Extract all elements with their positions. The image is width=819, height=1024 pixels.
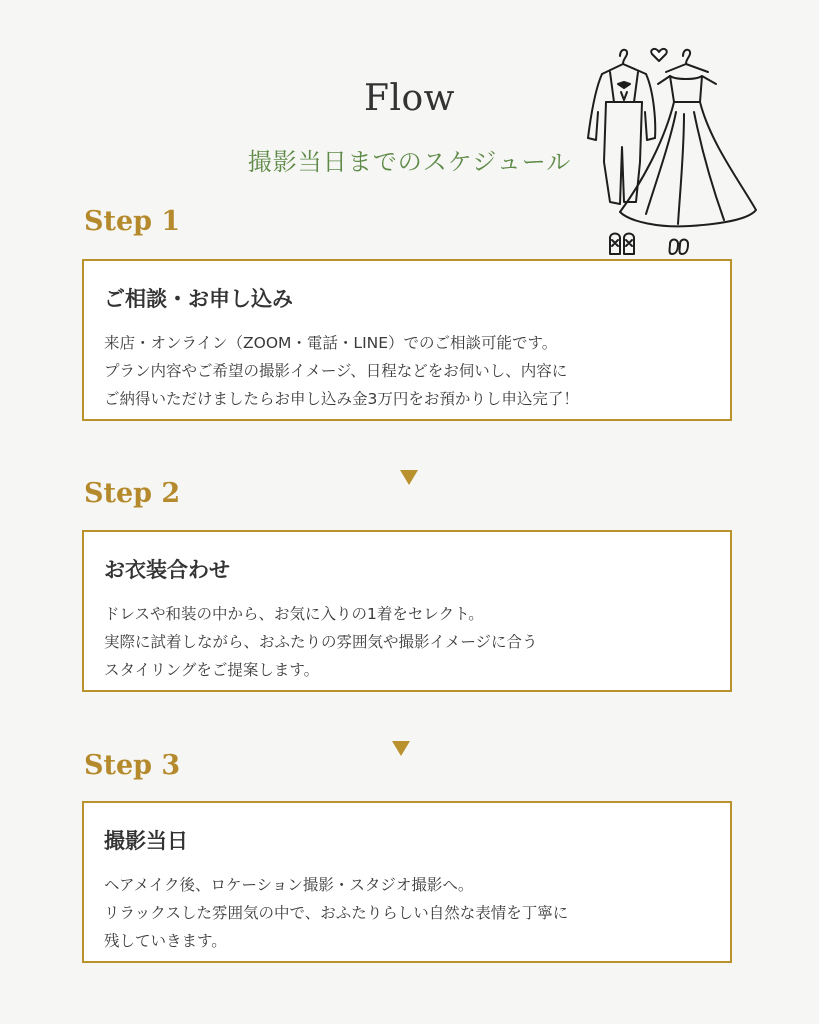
triangle-down-icon [400, 470, 418, 485]
step-3-text: ヘアメイク後、ロケーション撮影・スタジオ撮影へ。 リラックスした雰囲気の中で、おふたりらしい自然な表情を丁寧に 残していきます。 [104, 876, 569, 950]
step-1-card [82, 259, 732, 421]
step-3-label: Step 3 [84, 750, 181, 781]
step-2-card [82, 530, 732, 692]
step-2-title: お衣装合わせ [104, 558, 230, 582]
page-subtitle: 撮影当日までのスケジュール [247, 148, 572, 176]
page-title: Flow [364, 78, 455, 119]
step-1-text: 来店・オンライン（ZOOM・電話・LINE）でのご相談可能です。 プラン内容やご希望の撮影イメージ、日程などをお伺いし、内容に ご納得いただけましたらお申し込み金3万円をお預かりし申込完了！ [104, 334, 579, 408]
triangle-down-icon [392, 741, 410, 756]
step-2-label: Step 2 [84, 478, 181, 509]
step-3-title: 撮影当日 [104, 829, 188, 853]
step-3-card [82, 801, 732, 963]
step-2-text: ドレスや和装の中から、お気に入りの1着をセレクト。 実際に試着しながら、おふたりの雰囲気や撮影イメージに合う スタイリングをご提案します。 [104, 605, 538, 679]
step-1-label: Step 1 [84, 206, 181, 237]
step-1-title: ご相談・お申し込み [104, 287, 293, 311]
